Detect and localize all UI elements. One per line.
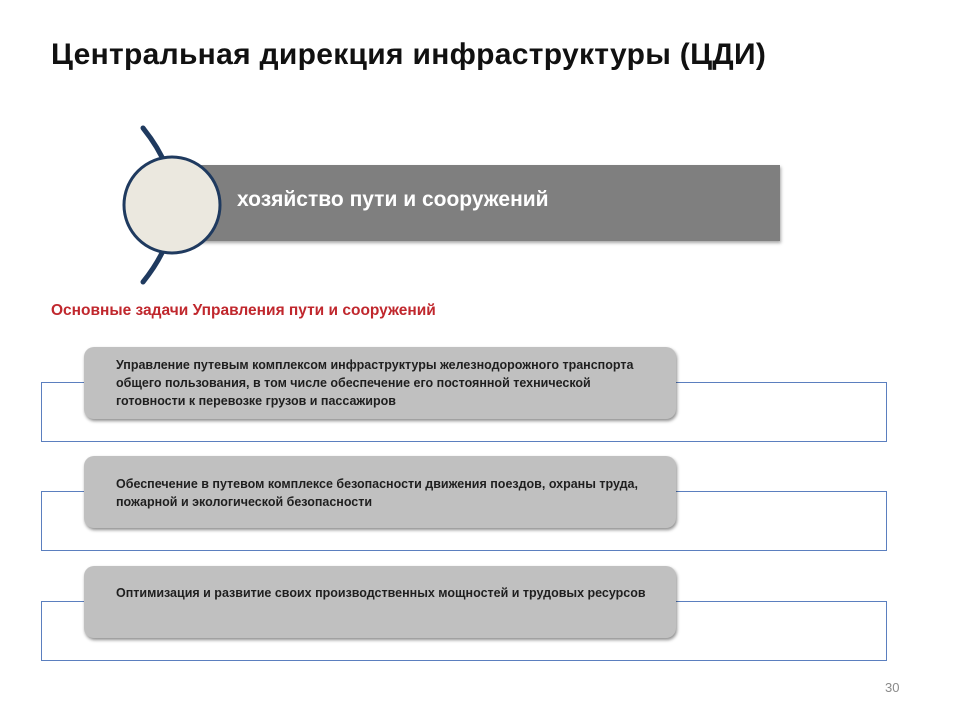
task-box-1 [84,347,676,419]
header-label: хозяйство пути и сооружений [237,188,549,211]
header-arc [143,128,174,282]
task-box-2 [84,456,676,528]
slide-title: Центральная дирекция инфраструктуры (ЦДИ) [51,38,767,71]
task-text-1: Управление путевым комплексом инфраструктуры железнодорожного транспорта общего пользования, в том числе обеспечение его постоянной технической готовности к перевозке грузов и пассажиров [116,358,634,408]
section-subtitle: Основные задачи Управления пути и сооружений [51,302,436,319]
task-text-2: Обеспечение в путевом комплексе безопасности движения поездов, охраны труда, пожарной и экологической безопасности [116,477,638,509]
task-box-3 [84,566,676,638]
task-text-3: Оптимизация и развитие своих производственных мощностей и трудовых ресурсов [116,586,646,600]
page-number: 30 [885,680,900,695]
